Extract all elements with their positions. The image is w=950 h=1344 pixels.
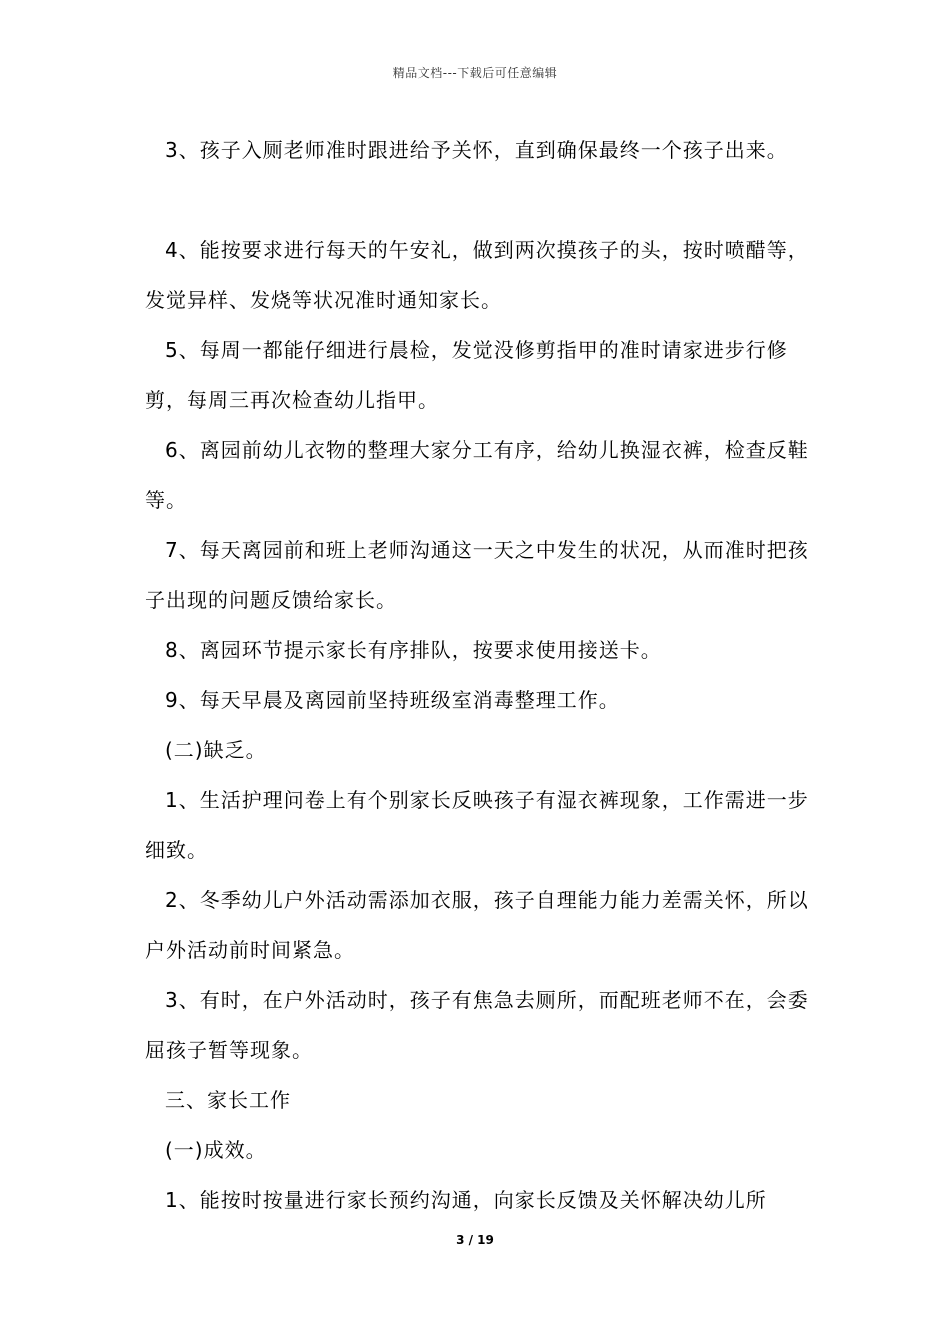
page-header: 精品文档---下载后可任意编辑 — [392, 66, 558, 80]
page-number: 3 / 19 — [456, 1233, 494, 1247]
paragraph-item-6: 8、离园环节提示家长有序排队，按要求使用接送卡。 — [165, 638, 662, 662]
paragraph-item-1: 3、孩子入厕老师准时跟进给予关怀，直到确保最终一个孩子出来。 — [165, 138, 788, 162]
main-paragraph-block — [145, 225, 815, 1225]
paragraph-item-3: 5、每周一都能仔细进行晨检，发觉没修剪指甲的准时请家进步行修剪，每周三再次检查幼儿指甲。 — [145, 338, 788, 412]
section-heading-shortcomings: (二)缺乏。 — [165, 738, 267, 762]
paragraph-item-8: 1、生活护理问卷上有个别家长反映孩子有湿衣裤现象，工作需进一步细致。 — [145, 788, 809, 862]
section-heading-parent-work: 三、家长工作 — [165, 1088, 291, 1112]
paragraph-item-7: 9、每天早晨及离园前坚持班级室消毒整理工作。 — [165, 688, 620, 712]
paragraph-item-4: 6、离园前幼儿衣物的整理大家分工有序，给幼儿换湿衣裤，检查反鞋等。 — [145, 438, 809, 512]
paragraph-item-2: 4、能按要求进行每天的午安礼，做到两次摸孩子的头，按时喷醋等，发觉异样、发烧等状况准时通知家长。 — [145, 238, 809, 312]
paragraph-item-10: 3、有时，在户外活动时，孩子有焦急去厕所，而配班老师不在，会委屈孩子暂等现象。 — [145, 988, 809, 1062]
first-paragraph-block — [145, 125, 815, 175]
section-heading-results: (一)成效。 — [165, 1138, 267, 1162]
paragraph-item-11: 1、能按时按量进行家长预约沟通，向家长反馈及关怀解决幼儿所 — [165, 1188, 767, 1212]
paragraph-item-9: 2、冬季幼儿户外活动需添加衣服，孩子自理能力能力差需关怀，所以户外活动前时间紧急。 — [145, 888, 809, 962]
paragraph-item-5: 7、每天离园前和班上老师沟通这一天之中发生的状况，从而准时把孩子出现的问题反馈给家长。 — [145, 538, 809, 612]
